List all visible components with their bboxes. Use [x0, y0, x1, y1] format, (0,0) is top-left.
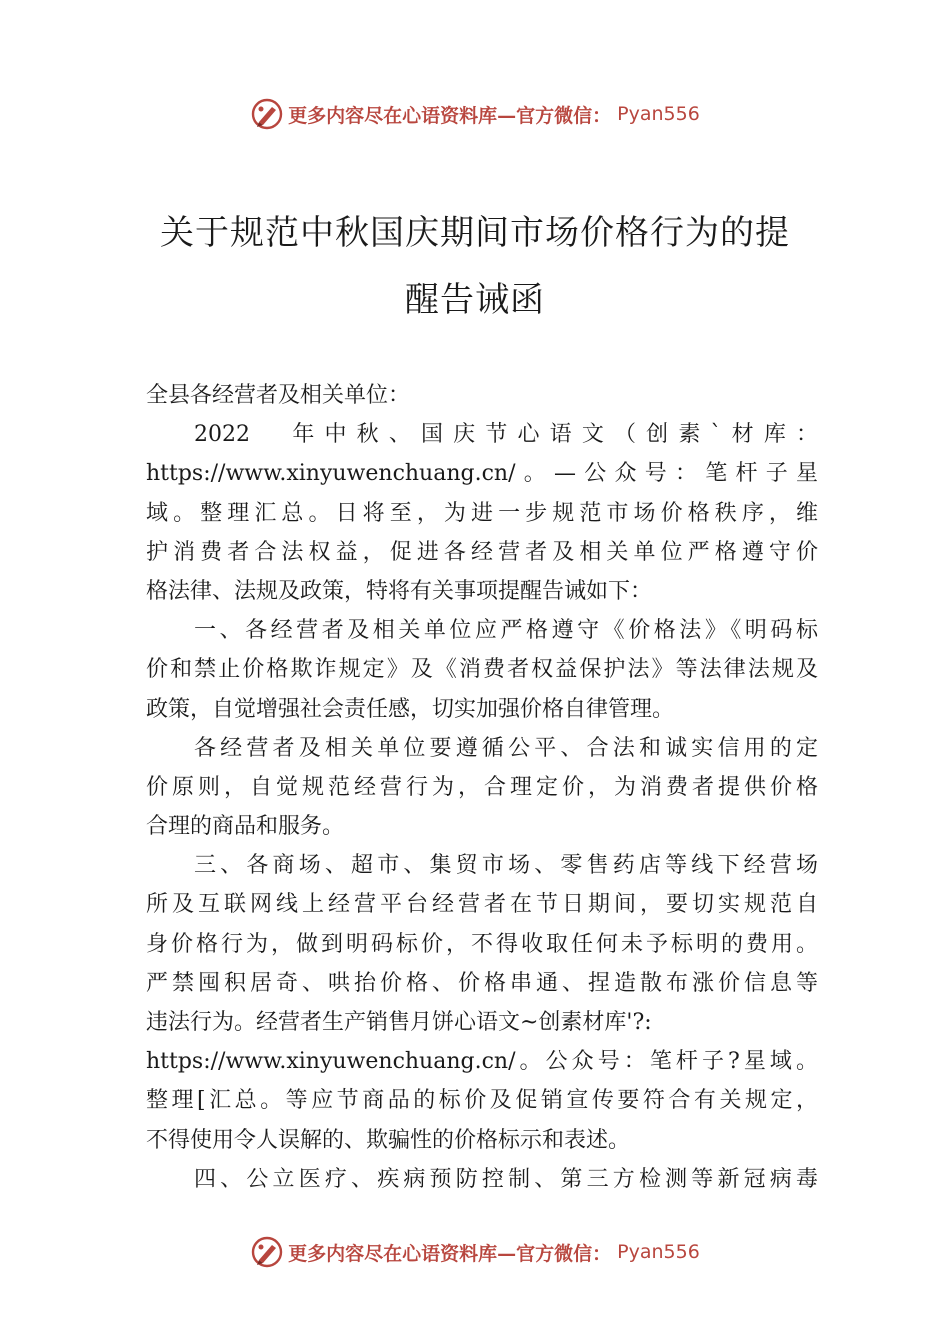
body-line: 护消费者合法权益，促进各经营者及相关单位严格遵守价	[146, 539, 818, 565]
body-line: 域。整理汇总。日将至，为进一步规范市场价格秩序，维	[146, 500, 818, 526]
body-line: 合理的商品和服务。	[146, 814, 345, 840]
body-line: https://www.xinyuwenchuang.cn/。公众号：笔杆子?星域。	[146, 1049, 818, 1075]
body-line: 格法律、法规及政策，特将有关事项提醒告诫如下：	[146, 578, 653, 604]
document-body	[146, 376, 818, 1199]
document-title-line-2: 醒告诫函	[405, 280, 545, 320]
footer-watermark	[0, 1232, 950, 1272]
watermark-wechat-id: Pyan556	[617, 103, 700, 125]
body-line: 各经营者及相关单位要遵循公平、合法和诚实信用的定	[194, 735, 818, 761]
body-line: 政策，自觉增强社会责任感，切实加强价格自律管理。	[146, 696, 675, 722]
body-line: 2022 年中秋、国庆节心语文（创素`材库：	[194, 422, 818, 448]
body-line: 一、各经营者及相关单位应严格遵守《价格法》《明码标	[194, 618, 818, 644]
watermark-text: 更多内容尽在心语资料库—官方微信：	[288, 1242, 612, 1265]
body-line: https://www.xinyuwenchuang.cn/。—公众号：笔杆子星	[146, 461, 818, 487]
body-line: 身价格行为，做到明码标价，不得收取任何未予标明的费用。	[146, 931, 818, 957]
body-line: 严禁囤积居奇、哄抬价格、价格串通、捏造散布涨价信息等	[146, 970, 818, 996]
body-line: 四、公立医疗、疾病预防控制、第三方检测等新冠病毒	[194, 1166, 818, 1192]
watermark-text: 更多内容尽在心语资料库—官方微信：	[288, 104, 612, 127]
watermark-wechat-id: Pyan556	[617, 1241, 700, 1263]
body-line: 价和禁止价格欺诈规定》及《消费者权益保护法》等法律法规及	[146, 657, 818, 683]
document-title-line-1: 关于规范中秋国庆期间市场价格行为的提	[160, 213, 790, 253]
pen-logo-icon	[250, 97, 284, 131]
pen-logo-icon	[250, 1235, 284, 1269]
header-watermark	[0, 94, 950, 134]
body-line: 违法行为。经营者生产销售月饼心语文~创素材库'?:	[146, 1010, 652, 1035]
body-line: 三、各商场、超市、集贸市场、零售药店等线下经营场	[194, 853, 818, 879]
body-line: 不得使用令人误解的、欺骗性的价格标示和表述。	[146, 1127, 631, 1153]
body-line: 价原则，自觉规范经营行为，合理定价，为消费者提供价格	[146, 774, 818, 800]
body-line: 整理[汇总。等应节商品的标价及促销宣传要符合有关规定，	[146, 1088, 818, 1114]
body-line: 所及互联网线上经营平台经营者在节日期间，要切实规范自	[146, 892, 818, 918]
salutation-line: 全县各经营者及相关单位：	[146, 383, 411, 408]
